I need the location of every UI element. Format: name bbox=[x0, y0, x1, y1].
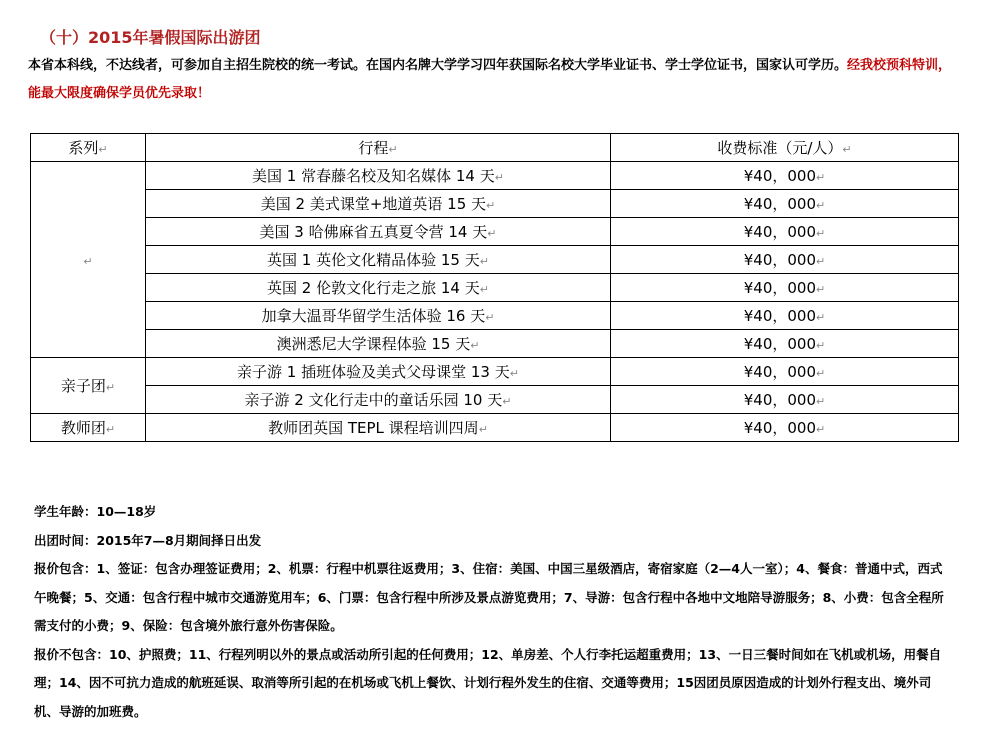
table-row bbox=[31, 190, 959, 218]
table-row bbox=[31, 246, 959, 274]
itinerary-cell: 美国 2 美式课堂+地道英语 15 天↵ bbox=[146, 190, 611, 218]
student-age: 学生年龄：10—18岁 bbox=[34, 504, 157, 519]
price-includes: 报价包含：1、签证：包含办理签证费用；2、机票：行程中机票往返费用；3、住宿：美国、中国三星级酒店，寄宿家庭（2—4人一室）；4、餐食：普通中式，西式午晚餐；5、交通：包含行程中城市交通游览用车；6、门票：包含行程中所涉及景点游览费用；7、导游：包含行程中各地中文地陪导游服务；8、小费：包含全程所需支付的小费；9、保险：包含境外旅行意外伤害保险。 bbox=[34, 561, 944, 633]
page-title: （十）2015年暑假国际出游团 bbox=[40, 28, 261, 47]
table-row bbox=[31, 274, 959, 302]
fee-cell: ¥40，000↵ bbox=[611, 274, 959, 302]
itinerary-cell: 美国 1 常春藤名校及知名媒体 14 天↵ bbox=[146, 162, 611, 190]
series-cell: 教师团↵ bbox=[31, 414, 146, 442]
header-series: 系列↵ bbox=[31, 134, 146, 162]
itinerary-cell: 澳洲悉尼大学课程体验 15 天↵ bbox=[146, 330, 611, 358]
intro-highlight: 经我校预科特训，能最大限度确保学员优先录取！ bbox=[28, 58, 952, 101]
fee-cell: ¥40，000↵ bbox=[611, 386, 959, 414]
table-row bbox=[31, 302, 959, 330]
departure-time: 出团时间：2015年7—8月期间择日出发 bbox=[34, 532, 262, 548]
header-itinerary: 行程↵ bbox=[146, 134, 611, 162]
itinerary-cell: 亲子游 2 文化行走中的童话乐园 10 天↵ bbox=[146, 386, 611, 414]
itinerary-cell: 英国 2 伦敦文化行走之旅 14 天↵ bbox=[146, 274, 611, 302]
fee-cell: ¥40，000↵ bbox=[611, 190, 959, 218]
itinerary-cell: 加拿大温哥华留学生活体验 16 天↵ bbox=[146, 302, 611, 330]
fee-cell: ¥40，000↵ bbox=[611, 302, 959, 330]
table-header-row bbox=[31, 134, 959, 162]
header-fee: 收费标准（元/人）↵ bbox=[611, 134, 959, 162]
fee-cell: ¥40，000↵ bbox=[611, 218, 959, 246]
table-row bbox=[31, 358, 959, 386]
fee-cell: ¥40，000↵ bbox=[611, 162, 959, 190]
table-row bbox=[31, 330, 959, 358]
table-row bbox=[31, 386, 959, 414]
series-cell: 亲子团↵ bbox=[31, 358, 146, 414]
table-row bbox=[31, 218, 959, 246]
tour-table bbox=[30, 133, 959, 442]
table-row bbox=[31, 414, 959, 442]
intro-paragraph bbox=[28, 52, 963, 108]
itinerary-cell: 美国 3 哈佛麻省五真夏令营 14 天↵ bbox=[146, 218, 611, 246]
intro-text: 本省本科线，不达线者，可参加自主招生院校的统一考试。在国内名牌大学学习四年获国际名校大学毕业证书、学士学位证书，国家认可学历。 bbox=[28, 58, 848, 73]
itinerary-cell: 亲子游 1 插班体验及美式父母课堂 13 天↵ bbox=[146, 358, 611, 386]
itinerary-cell: 教师团英国 TEPL 课程培训四周↵ bbox=[146, 414, 611, 442]
info-section bbox=[34, 498, 954, 726]
fee-cell: ¥40，000↵ bbox=[611, 246, 959, 274]
itinerary-cell: 英国 1 英伦文化精品体验 15 天↵ bbox=[146, 246, 611, 274]
price-excludes: 报价不包含：10、护照费；11、行程列明以外的景点或活动所引起的任何费用；12、单房差、个人行李托运超重费用；13、一日三餐时间如在飞机或机场，用餐自理；14、因不可抗力造成的航班延误、取消等所引起的在机场或飞机上餐饮、计划行程外发生的住宿、交通等费用；15因团员原因造成的计划外行程支出、境外司机、导游的加班费。 bbox=[34, 646, 942, 719]
fee-cell: ¥40，000↵ bbox=[611, 358, 959, 386]
fee-cell: ¥40，000↵ bbox=[611, 330, 959, 358]
series-cell: ↵ bbox=[31, 162, 146, 358]
table-row bbox=[31, 162, 959, 190]
fee-cell: ¥40，000↵ bbox=[611, 414, 959, 442]
